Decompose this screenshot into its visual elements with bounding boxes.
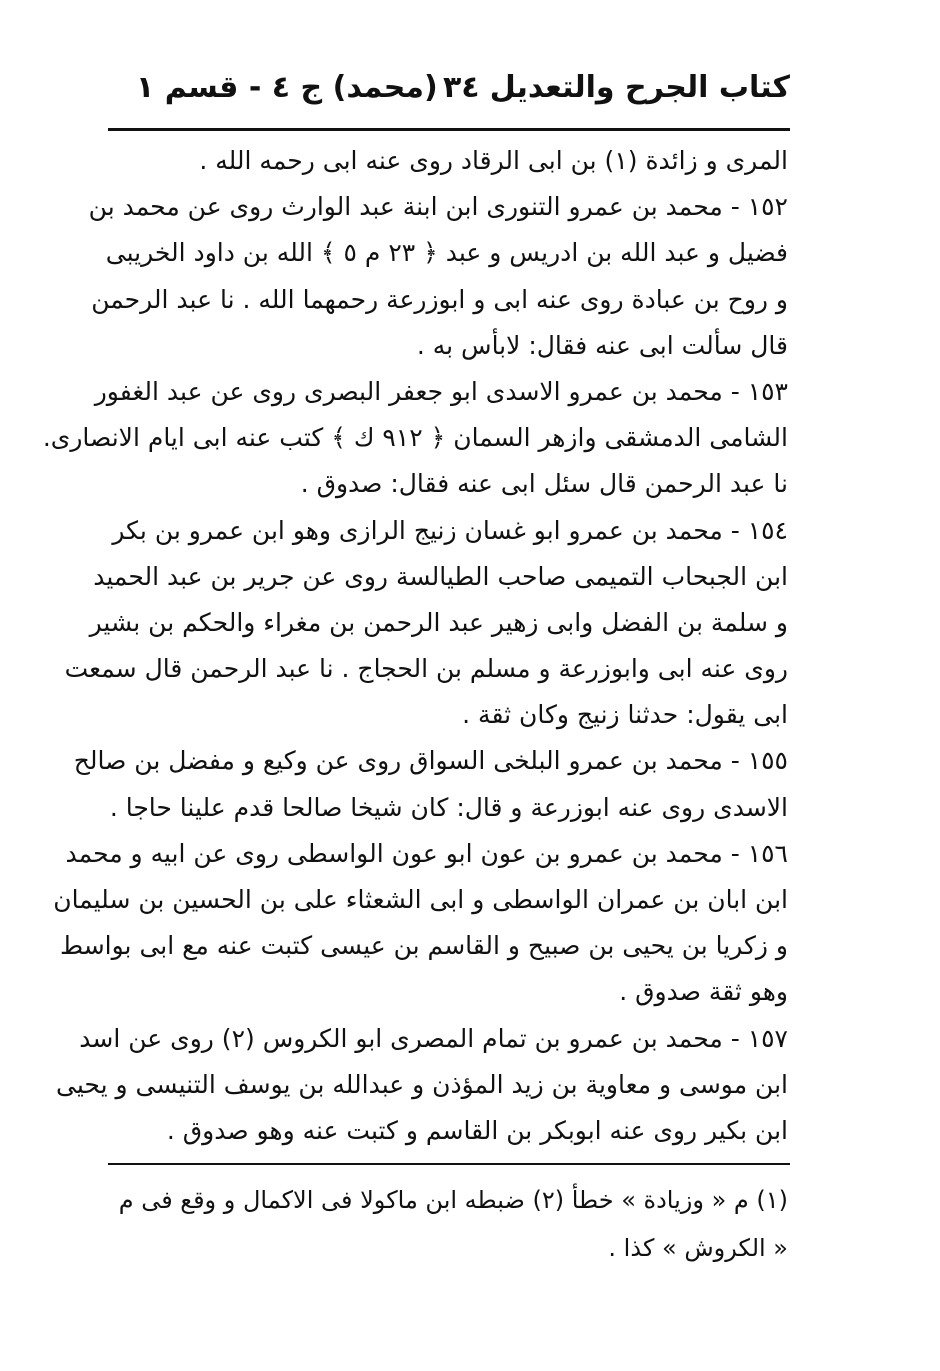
footnote-line: (١) م « وزيادة » خطأ (٢) ضبطه ابن ماكولا فى الاكمال و وقع فى م [118, 1186, 788, 1214]
text-line: فضيل و عبد الله بن ادريس و عبد ﴿ ٢٣ م ٥ ﴾ الله بن داود الخريبى [105, 238, 788, 268]
text-line: ابن بكير روى عنه ابوبكر بن القاسم و كتبت عنه وهو صدوق . [166, 1115, 788, 1145]
text-line: ١٥٧ - محمد بن عمرو بن تمام المصرى ابو الكروس (٢) روى عن اسد [79, 1023, 788, 1053]
main-text [42, 138, 788, 1154]
text-line: ١٥٢ - محمد بن عمرو التنورى ابن ابنة عبد الوارث روى عن محمد بن [88, 192, 788, 222]
text-line: الشامى الدمشقى وازهر السمان ﴿ ٩١٢ ك ﴾ كتب عنه ابى ايام الانصارى. [42, 423, 788, 453]
text-line: ابن ابان بن عمران الواسطى و ابى الشعثاء على بن الحسين بن سليمان [53, 885, 788, 914]
text-line: ابن موسى و معاوية بن زيد المؤذن و عبدالله بن يوسف التنيسى و يحيى [56, 1069, 788, 1099]
text-line: ١٥٤ - محمد بن عمرو ابو غسان زنيج الرازى وهو ابن عمرو بن بكر [112, 515, 788, 545]
text-line: وهو ثقة صدوق . [619, 977, 788, 1007]
page-number: ٣٤ [443, 70, 480, 105]
text-line: روى عنه ابى وابوزرعة و مسلم بن الحجاج . نا عبد الرحمن قال سمعت [64, 654, 788, 684]
section-label: (محمد) ج ٤ - قسم ١ [136, 70, 438, 105]
header-divider [108, 128, 790, 131]
page-header [108, 70, 790, 120]
text-line: و روح بن عبادة روى عنه ابى و ابوزرعة رحمهما الله . نا عبد الرحمن [91, 284, 788, 314]
text-line: و سلمة بن الفضل وابى زهير عبد الرحمن بن مغراء والحكم بن بشير [89, 607, 788, 637]
footnote-line: « الكروش » كذا . [608, 1234, 788, 1262]
text-line: ابن الجبحاب التميمى صاحب الطيالسة روى عن جرير بن عبد الحميد [93, 561, 788, 591]
text-line: ١٥٥ - محمد بن عمرو البلخى السواق روى عن وكيع و مفضل بن صالح [73, 746, 788, 776]
text-line: ١٥٦ - محمد بن عمرو بن عون ابو عون الواسطى روى عن ابيه و محمد [65, 838, 788, 868]
text-line: ١٥٣ - محمد بن عمرو الاسدى ابو جعفر البصرى روى عن عبد الغفور [94, 376, 788, 406]
text-line: نا عبد الرحمن قال سئل ابى عنه فقال: صدوق . [300, 469, 788, 499]
footnote-divider [108, 1163, 790, 1165]
text-line: ابى يقول: حدثنا زنيج وكان ثقة . [462, 700, 788, 730]
text-line: قال سألت ابى عنه فقال: لابأس به . [416, 330, 788, 360]
book-title: كتاب الجرح والتعديل [489, 70, 790, 105]
text-line: و زكريا بن يحيى بن صبيح و القاسم بن عيسى كتبت عنه مع ابى بواسط [60, 931, 788, 961]
footnotes [112, 1176, 788, 1272]
text-line: المرى و زائدة (١) بن ابى الرقاد روى عنه ابى رحمه الله . [199, 146, 788, 175]
text-line: الاسدى روى عنه ابوزرعة و قال: كان شيخا صالحا قدم علينا حاجا . [109, 792, 788, 822]
